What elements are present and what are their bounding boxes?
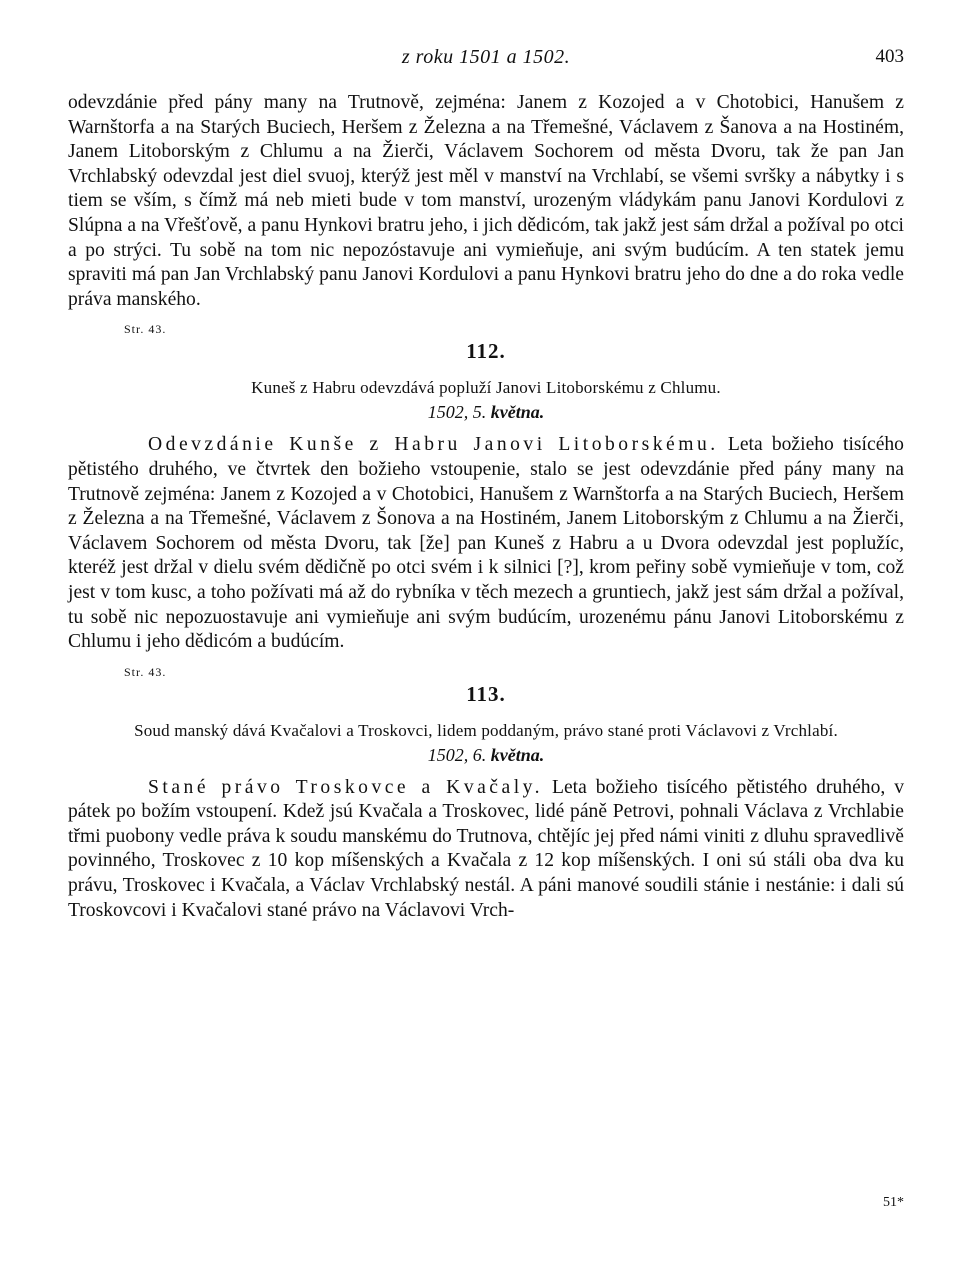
book-page — [68, 46, 904, 923]
spaced-opening: Odevzdánie Kunše z Habru Janovi Litoborskému. — [148, 434, 719, 456]
document-body: Leta božieho tisícého pětistého druhého, v pátek po božím vstoupení. Kdež jsú Kvačala a Troskovec, lidé páně Petrovi, pohnali Václava z Vrchlabie třmi puobony vedle práva k soudu manskému do Trutnova, chtějíc jej před námi viniti z dluhu spravedlivě povinného, Troskovec z 10 kop míšenských a Kvačala z 12 kop míšenských. I oni sú stáli oba dva ku právu, Troskovec i Kvačala, a Václav Vrchlabský nestál. A páni manové soudili stánie i nestánie: i dali sú Troskovcovi i Kvačalovi stané právo na Václavovi Vrch- — [68, 776, 904, 921]
date-month: května. — [490, 402, 545, 423]
spaced-opening: Stané právo Troskovce a Kvačaly. — [148, 776, 544, 798]
document-112 — [68, 339, 904, 679]
document-regest: Kuneš z Habru odevzdává popluží Janovi Litoborskému z Chlumu. — [251, 378, 721, 398]
page-header — [68, 46, 904, 74]
date-month: května. — [490, 744, 545, 765]
date-year: 1502, 6. — [427, 744, 487, 765]
document-date — [68, 402, 904, 423]
document-number: 112. — [466, 339, 506, 364]
document-date — [68, 745, 904, 766]
source-reference: Str. 43. — [124, 322, 167, 337]
source-reference: Str. 43. — [124, 664, 167, 679]
document-regest: Soud manský dává Kvačalovi a Troskovci, lidem poddaným, právo stané proti Václavovi z Vrchlabí. — [134, 720, 838, 740]
document-body: Leta božieho tisícého pětistého druhého, ve čtvrtek den božieho vstoupenie, stalo se jest odevzdánie před pány many na Trutnově zejména: Janem z Kozojed a v Chotobici, Hanušem z Warnštorfa a na Starých Buciech, Heršem z Železna a na Třemešné, Václavem z Šonova a na Hostiném, Janem Litoborským z Chlumu a na Žierči, Václavem Sochorem od města Dvoru, tak [že] pan Kuneš z Habru a u Dvora odevzdal jest poplužíc, kteréž jest držal v dielu svém dědičně po otci svém i k silnici [?], krom peřiny sobě vymieňuje v tom, což jest v tom kusc, a toho požívati má až do rybníka v těch mezech a gruntiech, jakž jest sám držal a požíval, tu sobě nic nepozuostavuje ani vymieňuje ani svým budúcím, urozenému pánu Janovi Litoborskému z Chlumu i jeho dědicóm a budúcím. — [68, 434, 904, 653]
page-number: 403 — [875, 46, 904, 67]
document-113 — [68, 682, 904, 924]
intro-paragraph: odevzdánie před pány many na Trutnově, zejména: Janem z Kozojed a v Chotobici, Hanušem z Warnštorfa a na Starých Buciech, Heršem z Železna a na Třemešné, Václavem z Šanova a na Hostiném, Janem Litoborským z Chlumu a na Žierči, Václavem Sochorem od města Dvoru, tak že pan Jan Vrchlabský odevzdal jest diel svuoj, kterýž jest měl v manství na Vrchlabí, se všemi svršky a nábytky i s tiem se vším, s čímž má neb mieti bude v tom manství, urozeným vládykám panu Janovi Kordulovi z Slúpna a na Vřešťově, a panu Hynkovi bratru jeho, i jich dědicóm, tak jakž jest sám držal a požíval po otci a po strýci. Tu sobě na tom nic nepozóstavuje ani vymieňuje, ani svým budúcím. A ten statek jemu spraviti má pan Jan Vrchlabský panu Janovi Kordulovi a panu Hynkovi bratru jeho do dne a do roka vedle práva manského. — [68, 92, 904, 310]
document-text — [68, 433, 904, 654]
printer-signature: 51* — [883, 1195, 904, 1210]
date-year: 1502, 5. — [427, 402, 487, 423]
running-title: z roku 1501 a 1502. — [401, 46, 571, 68]
document-number: 113. — [466, 681, 506, 706]
document-text — [68, 776, 904, 924]
